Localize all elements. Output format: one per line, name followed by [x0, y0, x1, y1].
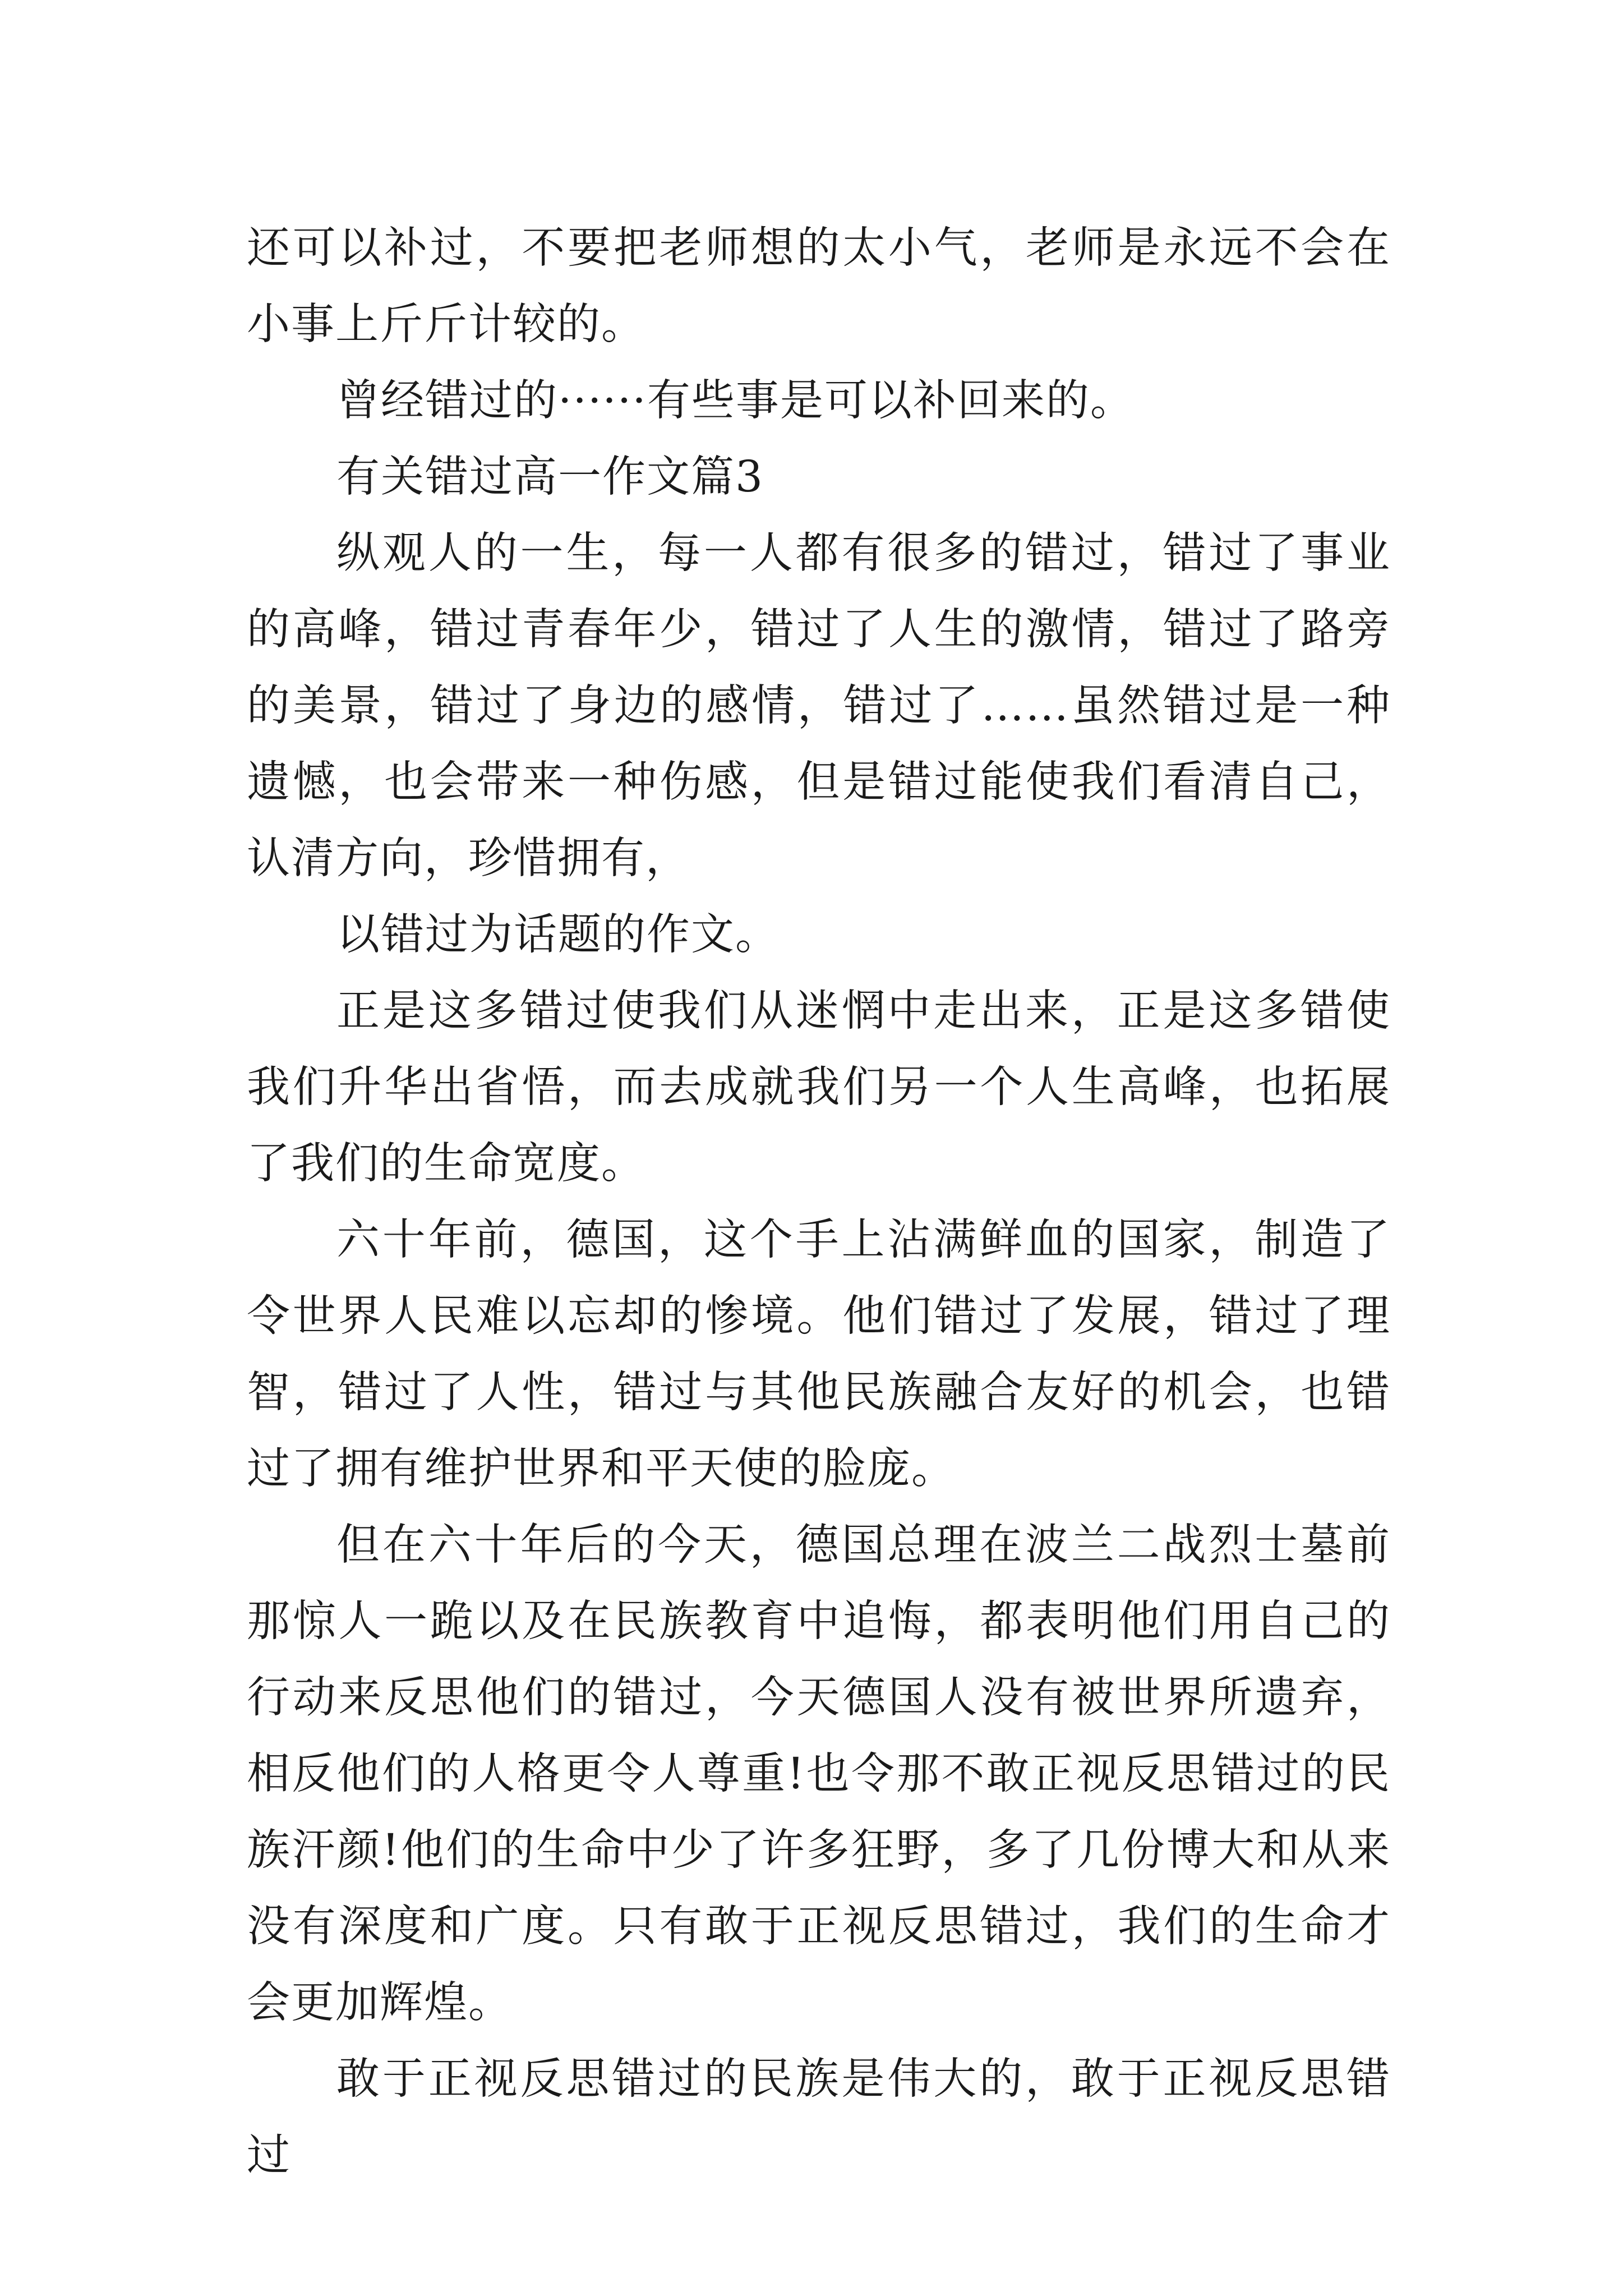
paragraph: 纵观人的一生，每一人都有很多的错过，错过了事业的高峰，错过青春年少，错过了人生的激情，错过了路旁的美景，错过了身边的感情，错过了……虽然错过是一种遗憾，也会带来一种伤感，但是错过能使我们看清自己，认清方向，珍惜拥有，: [247, 528, 1391, 884]
paragraph: 曾经错过的······有些事是可以补回来的。: [336, 376, 1135, 426]
paragraph: 正是这多错过使我们从迷惘中走出来，正是这多错使我们升华出省悟，而去成就我们另一个人生高峰，也拓展了我们的生命宽度。: [247, 986, 1391, 1189]
paragraph: 敢于正视反思错过的民族是伟大的，敢于正视反思错过: [247, 2054, 1391, 2180]
paragraph-continuation: 还可以补过，不要把老师想的太小气，老师是永远不会在小事上斤斤计较的。: [247, 223, 1391, 349]
paragraph: 但在六十年后的今天，德国总理在波兰二战烈士墓前那惊人一跪以及在民族教育中追悔，都表明他们用自己的行动来反思他们的错过，今天德国人没有被世界所遗弃，相反他们的人格更令人尊重!也令那不敢正视反思错过的民族汗颜!他们的生命中少了许多狂野，多了几份博大和从来没有深度和广度。只有敢于正视反思错过，我们的生命才会更加辉煌。: [247, 1520, 1391, 2028]
section-heading: 有关错过高一作文篇3: [336, 452, 764, 502]
paragraph: 以错过为话题的作文。: [336, 910, 780, 960]
document-body: [247, 210, 1391, 2194]
paragraph: 六十年前，德国，这个手上沾满鲜血的国家，制造了令世界人民难以忘却的惨境。他们错过了发展，错过了理智，错过了人性，错过与其他民族融合友好的机会，也错过了拥有维护世界和平天使的脸庞。: [247, 1215, 1391, 1494]
